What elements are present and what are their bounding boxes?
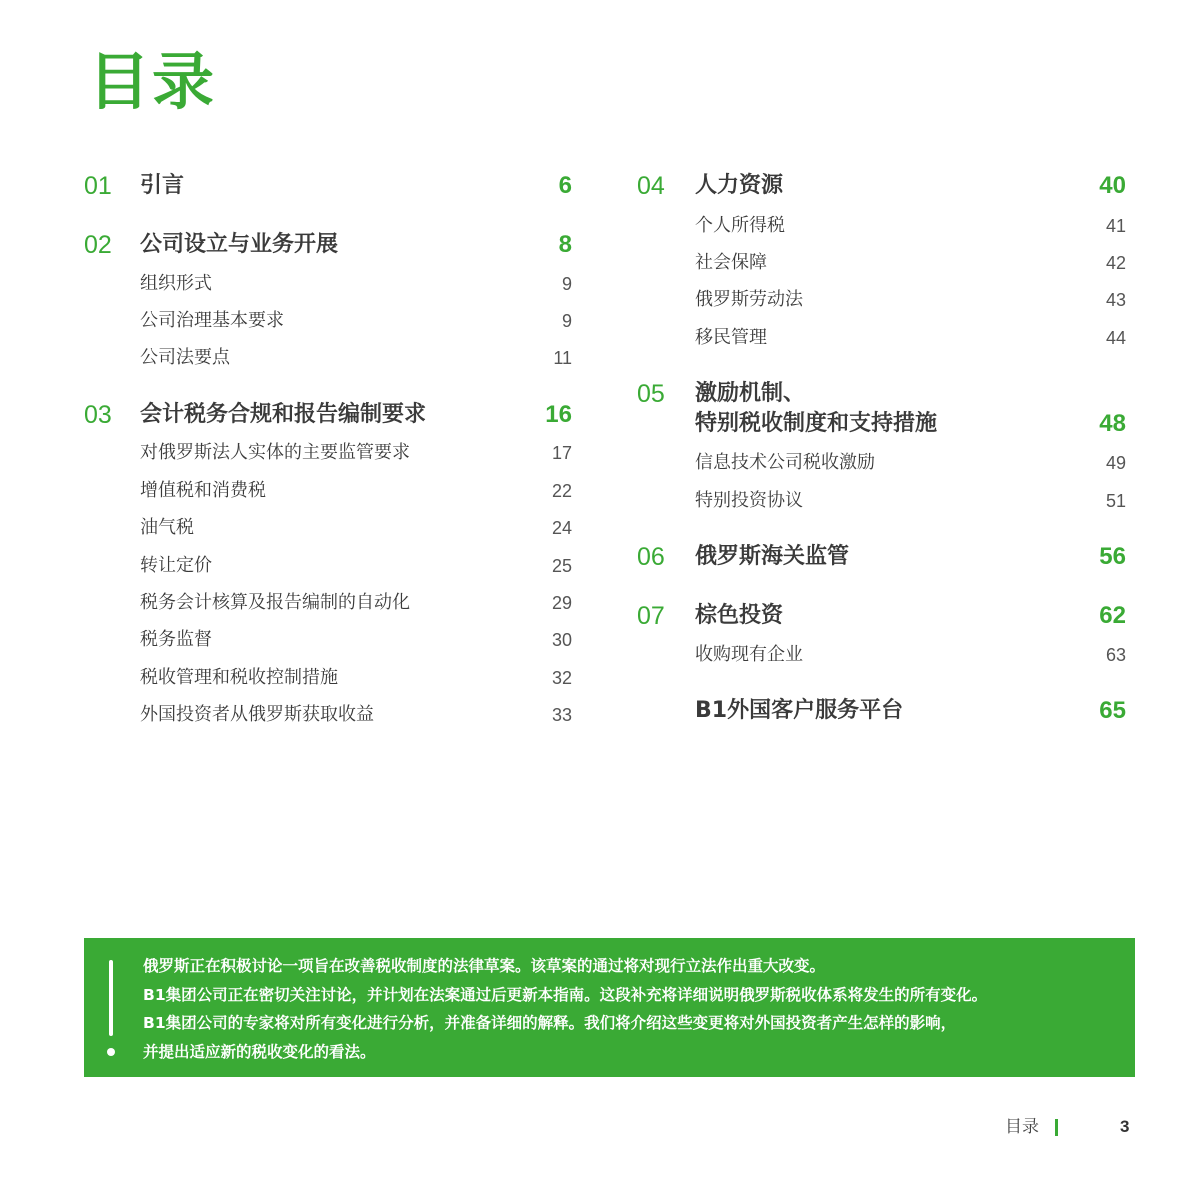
notice-line: 并提出适应新的税收变化的看法。: [143, 1042, 376, 1061]
subitem-label: 移民管理: [695, 327, 767, 348]
section-title: 会计税务合规和报告编制要求: [140, 402, 427, 427]
subitem-label: 公司治理基本要求: [140, 310, 284, 331]
subitem-page: 17: [551, 443, 572, 463]
subitem-page: 42: [1105, 253, 1126, 273]
toc-subitem[interactable]: [140, 343, 572, 373]
subitem-label: 税务会计核算及报告编制的自动化: [140, 592, 410, 613]
section-page: 6: [558, 172, 572, 199]
notice-line: B1集团公司的专家将对所有变化进行分析，并准备详细的解释。我们将介绍这些变更将对外国投资者产生怎样的影响，: [143, 1014, 957, 1032]
subitem-label: 税务监督: [140, 629, 212, 650]
subitem-page: 49: [1105, 453, 1126, 473]
notice-text: [143, 952, 1125, 1066]
notice-line: 俄罗斯正在积极讨论一项旨在改善税收制度的法律草案。该草案的通过将对现行立法作出重大改变。: [143, 957, 826, 975]
subitem-label: 外国投资者从俄罗斯获取收益: [140, 704, 374, 725]
subitem-label: 增值税和消费税: [140, 480, 266, 501]
subitem-label: 社会保障: [695, 252, 767, 273]
footer-separator: [1055, 1119, 1058, 1136]
toc-subitem[interactable]: [140, 588, 572, 618]
subitem-page: 25: [551, 556, 572, 576]
toc-subitem[interactable]: [140, 476, 572, 506]
exclamation-icon: [104, 960, 118, 1062]
toc-subitem[interactable]: [140, 269, 572, 299]
toc-subitem[interactable]: [695, 640, 1126, 670]
section-page: 16: [545, 401, 572, 428]
subitem-label: 信息技术公司税收激励: [695, 452, 875, 473]
footer-page-number: 3: [1120, 1117, 1130, 1136]
toc-subitem[interactable]: [695, 248, 1126, 278]
section-page: 65: [1099, 697, 1126, 724]
toc-subitem[interactable]: [140, 551, 572, 581]
subitem-page: 43: [1105, 290, 1126, 310]
section-number: 07: [637, 602, 665, 630]
section-title: 公司设立与业务开展: [140, 232, 339, 257]
toc-subitem[interactable]: [695, 448, 1126, 478]
subitem-page: 30: [551, 630, 572, 650]
toc-subitem[interactable]: [140, 625, 572, 655]
footer-section-label: 目录: [1005, 1117, 1039, 1137]
section-page: 62: [1099, 602, 1126, 629]
subitem-label: 税收管理和税收控制措施: [140, 667, 338, 688]
subitem-label: 收购现有企业: [695, 644, 803, 665]
section-title: B1外国客户服务平台: [695, 698, 904, 723]
subitem-page: 51: [1105, 491, 1126, 511]
toc-subitem[interactable]: [140, 438, 572, 468]
section-title: 俄罗斯海关监管: [695, 544, 850, 569]
section-page: 40: [1099, 172, 1126, 199]
subitem-page: 24: [551, 518, 572, 538]
subitem-page: 33: [551, 705, 572, 725]
subitem-label: 公司法要点: [140, 347, 230, 368]
notice-line: B1集团公司正在密切关注讨论，并计划在法案通过后更新本指南。这段补充将详细说明俄罗斯税收体系将发生的所有变化。: [143, 985, 988, 1004]
section-title: 棕色投资: [695, 603, 784, 628]
subitem-page: 29: [551, 593, 572, 613]
subitem-label: 转让定价: [140, 555, 212, 576]
section-number: 05: [637, 380, 665, 408]
section-page: 48: [1099, 410, 1126, 437]
subitem-label: 对俄罗斯法人实体的主要监管要求: [140, 442, 410, 463]
subitem-label: 油气税: [140, 517, 194, 538]
section-title-line2: 特别税收制度和支持措施: [695, 411, 938, 436]
subitem-page: 32: [551, 668, 572, 688]
section-page: 8: [558, 231, 572, 258]
section-number: 02: [84, 231, 112, 259]
subitem-label: 组织形式: [140, 273, 212, 294]
subitem-page: 44: [1105, 328, 1126, 348]
section-number: 04: [637, 172, 665, 200]
section-number: 01: [84, 172, 112, 200]
subitem-label: 个人所得税: [695, 215, 785, 236]
section-title: 引言: [140, 173, 185, 198]
subitem-page: 63: [1105, 645, 1126, 665]
subitem-page: 9: [561, 311, 572, 331]
toc-subitem[interactable]: [140, 663, 572, 693]
section-title-line1: 激励机制、: [695, 381, 806, 406]
subitem-page: 11: [553, 348, 572, 368]
section-number: 03: [84, 401, 112, 429]
subitem-page: 9: [561, 274, 572, 294]
toc-subitem[interactable]: [695, 285, 1126, 315]
section-page: 56: [1099, 543, 1126, 570]
section-number: 06: [637, 543, 665, 571]
subitem-page: 41: [1105, 216, 1126, 236]
toc-subitem[interactable]: [140, 306, 572, 336]
page-title: 目录: [88, 45, 217, 118]
subitem-label: 特别投资协议: [695, 490, 803, 511]
notice-box: [84, 938, 1135, 1077]
toc-subitem[interactable]: [140, 513, 572, 543]
toc-subitem[interactable]: [140, 700, 572, 730]
subitem-page: 22: [551, 481, 572, 501]
toc-subitem[interactable]: [695, 323, 1126, 353]
toc-subitem[interactable]: [695, 211, 1126, 241]
toc-subitem[interactable]: [695, 486, 1126, 516]
section-title: 人力资源: [695, 173, 784, 198]
subitem-label: 俄罗斯劳动法: [695, 289, 803, 310]
